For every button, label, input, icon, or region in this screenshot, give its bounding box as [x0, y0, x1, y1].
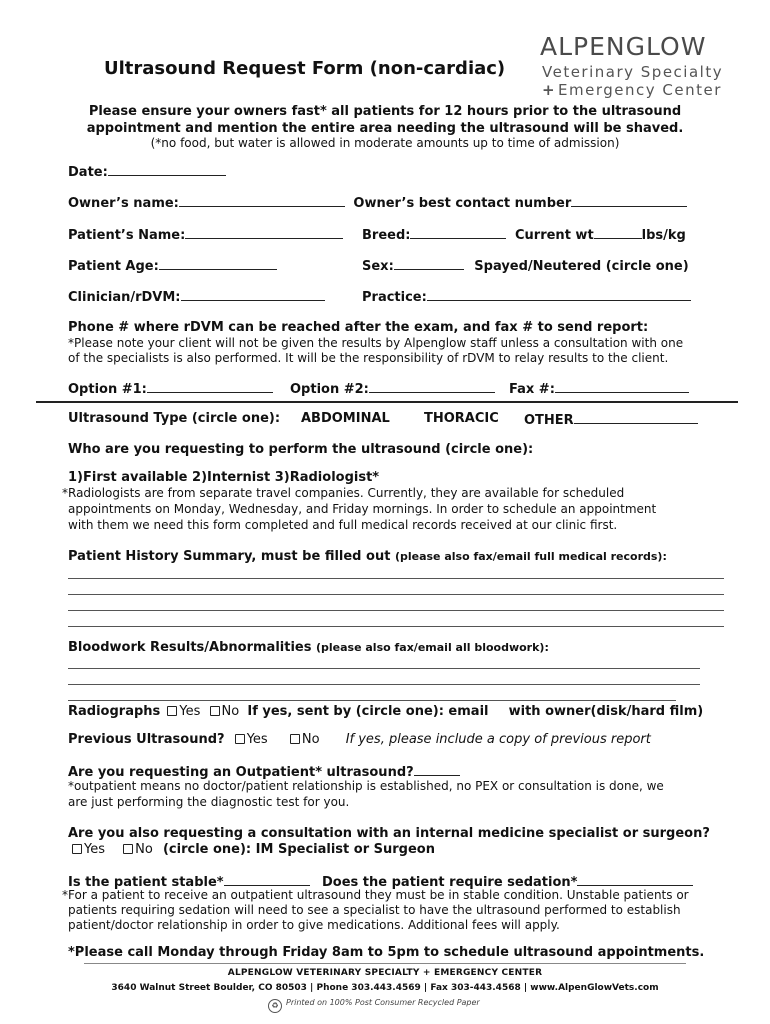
recycled-text: Printed on 100% Post Consumer Recycled Paper — [286, 998, 480, 1007]
history-line-4[interactable] — [68, 626, 724, 627]
bloodwork-heading-row — [68, 640, 549, 655]
breed-label: Breed: — [362, 228, 411, 243]
clinician-field[interactable] — [181, 288, 325, 301]
option1-field[interactable] — [147, 380, 273, 393]
owner-name-field[interactable] — [179, 194, 345, 207]
consult-question: Are you also requesting a consultation with an internal medicine specialist or surgeon? — [68, 826, 710, 841]
recycled-row — [268, 998, 480, 1013]
consult-no-checkbox[interactable] — [123, 844, 133, 854]
lbs-kg-label: lbs/kg — [641, 228, 686, 243]
fax-label: Fax #: — [509, 382, 555, 397]
intro-line2: appointment and mention the entire area needing the ultrasound will be shaved. — [86, 121, 684, 136]
call-note: *Please call Monday through Friday 8am to 5pm to schedule ultrasound appointments. — [68, 945, 705, 960]
bloodwork-heading: Bloodwork Results/Abnormalities — [68, 640, 312, 655]
radiographs-yes-label: Yes — [179, 704, 201, 719]
patient-age-label: Patient Age: — [68, 259, 159, 274]
sex-field[interactable] — [394, 257, 464, 270]
history-heading-row — [68, 549, 667, 564]
fax-field[interactable] — [555, 380, 689, 393]
logo-line1: Veterinary Specialty — [542, 63, 724, 81]
phone-heading: Phone # where rDVM can be reached after the exam, and fax # to send report: — [68, 320, 649, 335]
bloodwork-paren: (please also fax/email all bloodwork): — [315, 641, 549, 654]
consult-row — [72, 842, 435, 857]
who-heading: Who are you requesting to perform the ultrasound (circle one): — [68, 442, 534, 457]
history-line-2[interactable] — [68, 594, 724, 595]
date-field[interactable] — [108, 163, 226, 176]
consult-no-label: No — [135, 842, 153, 857]
outpatient-field[interactable] — [414, 763, 460, 776]
patient-name-label: Patient’s Name: — [68, 228, 186, 243]
intro-note: (*no food, but water is allowed in moderate amounts up to time of admission) — [150, 136, 620, 150]
consult-yes-checkbox[interactable] — [72, 844, 82, 854]
previous-us-no-label: No — [301, 732, 320, 747]
previous-us-row — [68, 732, 651, 747]
stable-label: Is the patient stable* — [68, 875, 224, 890]
logo-plus: + — [542, 81, 557, 99]
current-wt-field[interactable] — [594, 226, 642, 239]
outpatient-row — [68, 763, 460, 780]
history-line-1[interactable] — [68, 578, 724, 579]
stable-note-line3: patient/doctor relationship in order to give medications. Additional fees will apply. — [68, 918, 560, 932]
recycle-icon: ♻ — [268, 999, 282, 1013]
who-note-line3: with them we need this form completed and full medical records received at our clinic first. — [68, 518, 618, 532]
date-label: Date: — [68, 165, 108, 180]
bloodwork-line-1[interactable] — [68, 668, 700, 669]
radiographs-sent-by: If yes, sent by (circle one): email — [247, 704, 489, 719]
bloodwork-line-3[interactable] — [68, 700, 676, 701]
who-options[interactable]: 1)First available 2)Internist 3)Radiologist* — [68, 470, 380, 485]
radiographs-row — [68, 704, 703, 719]
history-line-3[interactable] — [68, 610, 724, 611]
option2-label: Option #2: — [290, 382, 369, 397]
sedation-field[interactable] — [577, 873, 693, 886]
previous-us-note: If yes, please include a copy of previous report — [345, 732, 651, 747]
stable-note-line1: *For a patient to receive an outpatient ultrasound they must be in stable condition. Unstable patients or — [62, 888, 689, 902]
phone-note-line1: *Please note your client will not be given the results by Alpenglow staff unless a consultation with one — [68, 336, 684, 350]
outpatient-note-line1: *outpatient means no doctor/patient relationship is established, no PEX or consultation is done, we — [68, 779, 664, 793]
other-field[interactable] — [574, 411, 698, 424]
option-thoracic[interactable]: THORACIC — [424, 411, 499, 426]
radiographs-with-owner: with owner(disk/hard film) — [508, 704, 704, 719]
radiographs-label: Radiographs — [68, 704, 161, 719]
practice-field[interactable] — [427, 288, 691, 301]
radiographs-no-checkbox[interactable] — [210, 706, 220, 716]
option-other-row — [524, 411, 698, 428]
section-divider — [36, 401, 738, 403]
clinician-row — [68, 288, 325, 305]
practice-label: Practice: — [362, 290, 427, 305]
owner-name-label: Owner’s name: — [68, 196, 179, 211]
footer-org: ALPENGLOW VETERINARY SPECIALTY + EMERGENCY CENTER — [227, 968, 543, 978]
sex-row — [362, 257, 689, 274]
current-wt-label: Current wt — [515, 228, 594, 243]
breed-row — [362, 226, 686, 243]
patient-age-field[interactable] — [159, 257, 277, 270]
outpatient-note-line2: are just performing the diagnostic test for you. — [68, 795, 350, 809]
footer-address: 3640 Walnut Street Boulder, CO 80503 | Phone 303.443.4569 | Fax 303-443.4568 | www.AlpenGlowVets.com — [111, 983, 659, 993]
phone-note-line2: of the specialists is also performed. It will be the responsibility of rDVM to relay results to the client. — [68, 351, 669, 365]
who-note-line2: appointments on Monday, Wednesday, and Friday mornings. In order to schedule an appointment — [68, 502, 657, 516]
stable-field[interactable] — [224, 873, 310, 886]
patient-name-field[interactable] — [185, 226, 343, 239]
option-abdominal[interactable]: ABDOMINAL — [301, 411, 390, 426]
spayed-label: Spayed/Neutered (circle one) — [474, 259, 689, 274]
logo — [538, 28, 738, 100]
option1-row — [68, 380, 273, 397]
clinician-label: Clinician/rDVM: — [68, 290, 181, 305]
previous-us-yes-checkbox[interactable] — [235, 734, 245, 744]
radiographs-no-label: No — [221, 704, 240, 719]
option2-field[interactable] — [369, 380, 495, 393]
history-paren: (please also fax/email full medical records): — [394, 550, 667, 563]
consult-yes-label: Yes — [84, 842, 105, 857]
consult-circle: (circle one): IM Specialist or Surgeon — [162, 842, 435, 857]
previous-us-label: Previous Ultrasound? — [68, 732, 225, 747]
history-heading: Patient History Summary, must be filled out — [68, 549, 391, 564]
sex-label: Sex: — [362, 259, 394, 274]
patient-age-row — [68, 257, 277, 274]
page-title: Ultrasound Request Form (non-cardiac) — [104, 58, 506, 79]
previous-us-no-checkbox[interactable] — [290, 734, 300, 744]
option1-label: Option #1: — [68, 382, 147, 397]
date-row — [68, 163, 226, 180]
ultrasound-type-label: Ultrasound Type (circle one): — [68, 411, 281, 426]
footer-divider — [84, 963, 686, 964]
sedation-label: Does the patient require sedation* — [322, 875, 578, 890]
stable-note-line2: patients requiring sedation will need to see a specialist to have the ultrasound performed to establish — [68, 903, 681, 917]
breed-field[interactable] — [410, 226, 506, 239]
option2-row — [290, 380, 495, 397]
previous-us-yes-label: Yes — [246, 732, 268, 747]
radiographs-yes-checkbox[interactable] — [167, 706, 177, 716]
owner-row — [68, 194, 687, 211]
owner-contact-field[interactable] — [571, 194, 687, 207]
fax-row — [509, 380, 689, 397]
option-other[interactable]: OTHER — [524, 413, 574, 428]
practice-row — [362, 288, 691, 305]
who-note-line1: *Radiologists are from separate travel companies. Currently, they are available for scheduled — [62, 486, 625, 500]
logo-line2: Emergency Center — [558, 81, 722, 99]
patient-name-row — [68, 226, 343, 243]
owner-contact-label: Owner’s best contact number — [353, 196, 572, 211]
outpatient-question: Are you requesting an Outpatient* ultrasound? — [68, 765, 414, 780]
intro-line1: Please ensure your owners fast* all patients for 12 hours prior to the ultrasound — [88, 104, 682, 119]
logo-name: ALPENGLOW — [540, 32, 707, 61]
bloodwork-line-2[interactable] — [68, 684, 700, 685]
